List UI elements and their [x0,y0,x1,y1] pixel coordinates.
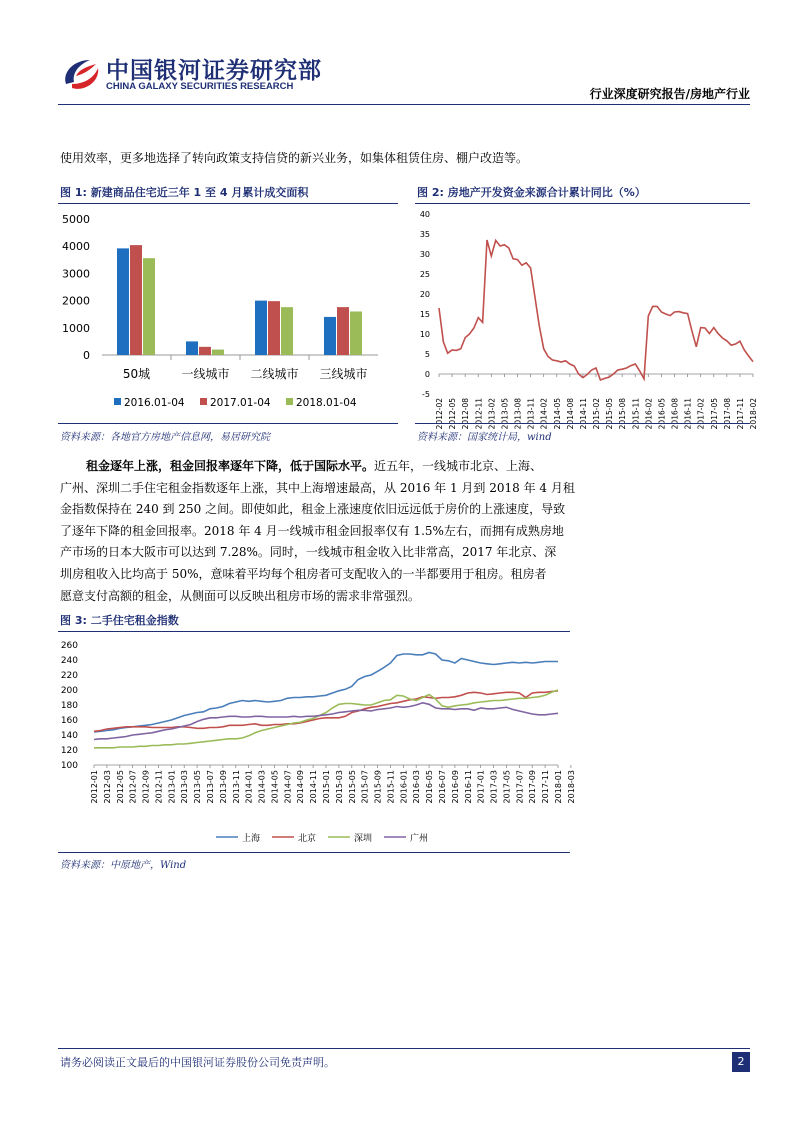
y-tick-label: 220 [60,671,78,681]
fig2-line-chart [415,205,758,430]
x-tick-label: 2015-09 [373,770,383,804]
x-tick-label: 2015-07 [360,770,370,804]
paragraph-lead: 租金逐年上涨，租金回报率逐年下降，低于国际水平。 [86,459,375,473]
x-tick-label: 2012-07 [128,770,138,804]
legend-swatch-2017.01-04 [200,398,207,405]
series-line-北京 [94,691,558,732]
y-tick-label: 160 [60,716,78,726]
company-logo [60,50,370,98]
x-tick-label: 2014-05 [270,770,280,804]
y-tick-label: 180 [60,701,78,711]
y-tick-label: 0 [424,370,430,379]
fig2-title: 图 2: 房地产开发资金来源合计累计同比（%） [417,186,646,199]
series-line-上海 [94,653,558,733]
y-tick-label: 260 [60,641,78,651]
x-tick-label: 2014-01 [244,770,254,804]
x-tick-label: 2017-01 [476,770,486,804]
page-number: 2 [732,1052,750,1072]
x-tick-label: 2012-08 [461,398,471,430]
x-tick-label: 2012-09 [141,770,151,804]
y-tick-label: 0 [83,349,90,362]
series-line-深圳 [94,690,558,748]
y-tick-label: 4000 [62,240,90,254]
fig3-top-rule [58,631,570,632]
x-tick-label: 2012-03 [102,770,112,804]
x-tick-label: 2017-11 [541,770,551,804]
fig1-title: 图 1: 新建商品住宅近三年 1 至 4 月累计成交面积 [60,186,309,199]
x-tick-label: 2014-05 [552,398,562,430]
fig1-source: 资料来源：各地官方房地产信息网，易居研究院 [60,432,270,443]
legend-swatch-2016.01-04 [114,398,121,405]
rent-paragraph [60,456,750,607]
x-tick-label: 2017-07 [515,770,525,804]
x-tick-label: 2016-05 [657,398,667,430]
fig3-source: 资料来源：中原地产，Wind [60,860,187,871]
x-tick-label: 2013-02 [487,398,497,430]
intro-line: 使用效率，更多地选择了转向政策支持信贷的新兴业务，如集体租赁住房、棚户改造等。 [60,151,529,165]
y-tick-label: 200 [60,686,78,696]
bar-2017.01-04-二线城市 [268,301,280,355]
x-category-label: 50城 [122,367,151,381]
paragraph-line3: 金指数保持在 240 到 250 之间。即使如此，租金上涨速度依旧远远低于房价的上涨速度，导致 [60,502,566,517]
bar-2016.01-04-50城 [117,248,129,355]
x-tick-label: 2015-02 [592,398,601,430]
x-category-label: 三线城市 [319,367,368,381]
x-tick-label: 2017-05 [502,770,512,804]
x-tick-label: 2017-09 [528,770,538,804]
bar-2018.01-04-一线城市 [212,350,224,355]
x-tick-label: 2017-02 [696,398,706,430]
x-tick-label: 2018-03 [566,770,576,804]
y-tick-label: 120 [60,746,78,756]
fig2-source: 资料来源：国家统计局，wind [417,432,552,443]
fig3-title: 图 3: 二手住宅租金指数 [60,614,179,627]
legend-swatch-2018.01-04 [286,398,293,405]
y-tick-label: 1000 [62,321,90,335]
x-tick-label: 2014-09 [296,770,306,804]
legend-label: 北京 [298,834,317,844]
bar-2016.01-04-三线城市 [324,317,336,355]
y-tick-label: -5 [422,390,430,399]
legend-label: 深圳 [354,834,373,844]
fig2-bottom-rule [415,423,750,424]
report-type: 行业深度研究报告/房地产行业 [589,87,750,101]
x-tick-label: 2014-07 [283,770,293,804]
x-tick-label: 2015-11 [631,398,641,430]
paragraph-line5: 产市场的日本大阪市可以达到 7.28%。同时，一线城市租金收入比非常高，2017 年北京、深 [60,545,557,560]
y-tick-label: 40 [419,210,430,219]
paragraph-line1: 近五年，一线城市北京、上海、 [374,459,543,473]
x-tick-label: 2013-08 [513,398,523,430]
fig3-line-chart [58,633,576,851]
x-tick-label: 2017-03 [489,770,499,804]
y-tick-label: 140 [60,731,78,741]
y-tick-label: 10 [419,330,430,339]
x-tick-label: 2013-11 [231,770,241,804]
x-tick-label: 2015-11 [386,770,396,804]
bar-2018.01-04-50城 [143,258,155,355]
x-tick-label: 2013-11 [526,398,536,430]
legend-label: 2016.01-04 [124,397,185,409]
x-tick-label: 2014-11 [578,398,588,430]
fig1-top-rule [58,203,398,204]
paragraph-line4: 了逐年下降的租金回报率。2018 年 4 月一线城市租金回报率仅有 1.5%左右，而拥有成熟房地 [60,523,564,538]
x-tick-label: 2015-05 [347,770,357,804]
footer-disclaimer: 请务必阅读正文最后的中国银河证券股份公司免责声明。 [60,1056,335,1069]
x-tick-label: 2016-05 [425,770,435,804]
x-tick-label: 2016-11 [683,398,693,430]
x-tick-label: 2015-01 [322,770,331,804]
footer-rule [58,1048,750,1049]
x-tick-label: 2012-02 [435,398,444,430]
fig2-top-rule [415,203,750,204]
x-tick-label: 2016-01 [399,770,409,804]
paragraph-line2: 广州、深圳二手住宅租金指数逐年上涨，其中上海增速最高，从 2016 年 1 月到 2018 年 4 月租 [60,480,575,495]
x-tick-label: 2016-07 [438,770,447,804]
x-tick-label: 2013-03 [180,770,190,804]
x-tick-label: 2012-11 [474,398,484,430]
x-tick-label: 2013-01 [167,770,177,804]
x-tick-label: 2018-02 [749,398,758,430]
x-tick-label: 2013-09 [218,770,228,804]
x-tick-label: 2014-03 [257,770,267,804]
x-tick-label: 2015-08 [618,398,628,430]
galaxy-logo-icon [60,54,102,94]
legend-label: 2017.01-04 [210,397,271,409]
fig1-bottom-rule [58,423,398,424]
x-tick-label: 2016-11 [463,770,473,804]
x-tick-label: 2014-02 [539,398,549,430]
y-tick-label: 240 [60,656,78,666]
bar-2016.01-04-二线城市 [255,301,267,355]
fig1-bar-chart [58,205,398,420]
y-tick-label: 2000 [62,294,90,308]
x-category-label: 二线城市 [250,367,299,381]
paragraph-line6: 圳房租收入比均高于 50%，意味着平均每个租房者可支配收入的一半都要用于租房。租房者 [60,566,547,581]
x-tick-label: 2012-05 [115,770,125,804]
x-tick-label: 2013-05 [500,398,510,430]
legend-label: 上海 [242,834,261,844]
y-tick-label: 35 [419,230,430,239]
x-tick-label: 2012-05 [448,398,458,430]
logo-cn-text: 中国银河证券研究部 [106,58,322,84]
y-tick-label: 15 [419,310,430,319]
legend-label: 广州 [410,834,429,844]
bar-2018.01-04-二线城市 [281,307,293,355]
y-tick-label: 30 [419,250,430,259]
x-category-label: 一线城市 [181,367,230,381]
bar-2017.01-04-一线城市 [199,347,211,355]
x-tick-label: 2017-08 [722,398,732,430]
y-tick-label: 25 [419,270,430,279]
series-line-funding-yoy [439,240,753,380]
x-tick-label: 2017-05 [709,398,719,430]
x-tick-label: 2016-03 [412,770,422,804]
x-tick-label: 2015-03 [334,770,344,804]
legend-label: 2018.01-04 [296,397,357,409]
x-tick-label: 2014-08 [565,398,575,430]
fig3-bottom-rule [58,852,570,853]
paragraph-line7: 愿意支付高额的租金，从侧面可以反映出租房市场的需求非常强烈。 [60,588,421,603]
x-tick-label: 2017-11 [735,398,745,430]
x-tick-label: 2013-05 [193,770,203,804]
x-tick-label: 2015-05 [605,398,615,430]
header-rule [58,104,750,105]
y-tick-label: 5000 [62,213,90,226]
bar-2018.01-04-三线城市 [350,311,362,355]
x-tick-label: 2016-09 [450,770,460,804]
x-tick-label: 2018-01 [554,770,563,804]
y-tick-label: 5 [424,350,430,359]
bar-2016.01-04-一线城市 [186,341,198,355]
bar-2017.01-04-50城 [130,245,142,355]
bar-2017.01-04-三线城市 [337,307,349,355]
x-tick-label: 2012-11 [154,770,164,804]
x-tick-label: 2013-07 [206,770,215,804]
y-tick-label: 100 [60,761,78,771]
x-tick-label: 2016-08 [670,398,680,430]
x-tick-label: 2014-11 [309,770,319,804]
x-tick-label: 2012-01 [90,770,99,804]
x-tick-label: 2016-02 [644,398,654,430]
y-tick-label: 3000 [62,267,90,281]
logo-en-text: CHINA GALAXY SECURITIES RESEARCH [106,81,294,92]
y-tick-label: 20 [419,290,430,299]
